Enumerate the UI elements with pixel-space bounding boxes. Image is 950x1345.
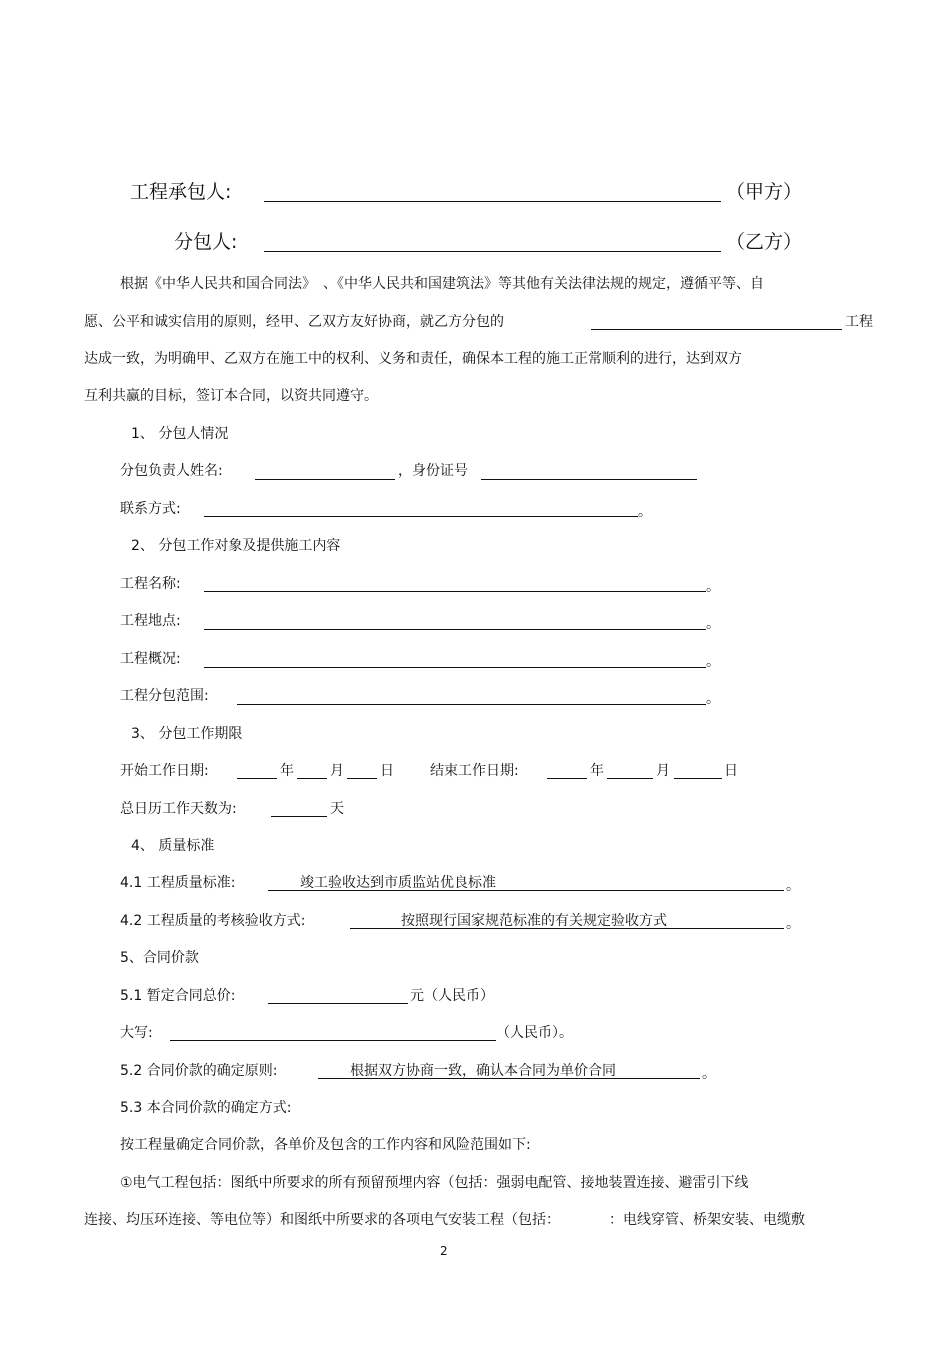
responsible-name-field[interactable]: [255, 479, 395, 480]
end-date-label: 结束工作日期:: [430, 763, 519, 779]
capital-amount-unit: （人民币）。: [496, 1025, 573, 1041]
pricing-principle-end: 。: [702, 1066, 716, 1082]
contractor-label: 工程承包人:: [130, 181, 232, 203]
start-month-field[interactable]: [297, 778, 327, 779]
project-location-field[interactable]: [204, 629, 706, 630]
contact-label: 联系方式:: [120, 501, 181, 517]
quality-check-value[interactable]: 按照现行国家规范标准的有关规定验收方式: [401, 913, 667, 929]
project-name-field[interactable]: [204, 591, 706, 592]
project-overview-field[interactable]: [204, 667, 706, 668]
party-a-label: （甲方）: [726, 181, 803, 203]
party-a-field[interactable]: [264, 201, 721, 202]
page-number: 2: [440, 1244, 448, 1258]
end-year-field[interactable]: [547, 778, 587, 779]
end-day-field[interactable]: [674, 778, 722, 779]
pricing-principle-label: 5.2 合同价款的确定原则:: [120, 1063, 278, 1079]
project-location-label: 工程地点:: [120, 613, 181, 629]
subcontractor-label: 分包人:: [174, 231, 238, 253]
capital-amount-field[interactable]: [170, 1040, 496, 1041]
section-5-title: 5、合同价款: [120, 950, 199, 966]
quality-check-end: 。: [786, 916, 800, 932]
project-field-inline[interactable]: [591, 329, 842, 330]
party-b-field[interactable]: [264, 251, 721, 252]
quality-standard-label: 4.1 工程质量标准:: [120, 875, 236, 891]
start-year-field[interactable]: [237, 778, 277, 779]
quality-standard-value[interactable]: 竣工验收达到市质监站优良标准: [300, 875, 496, 891]
preamble-line-3: 达成一致，为明确甲、乙双方在施工中的权利、义务和责任，确保本工程的施工正常顺利的进行，达到双方: [84, 351, 742, 367]
section-3-title: 3、 分包工作期限: [131, 726, 243, 742]
electrical-scope-line-1: ①电气工程包括：图纸中所要求的所有预留预埋内容（包括：强弱电配管、接地装置连接、避雷引下线: [120, 1175, 749, 1191]
start-year-unit: 年: [280, 763, 294, 779]
contact-end: 。: [638, 504, 652, 520]
pricing-principle-value[interactable]: 根据双方协商一致，确认本合同为单价合同: [350, 1063, 616, 1079]
project-name-label: 工程名称:: [120, 576, 181, 592]
project-overview-label: 工程概况:: [120, 651, 181, 667]
preamble-line-2: 愿、公平和诚实信用的原则，经甲、乙双方友好协商，就乙方分包的: [84, 314, 504, 330]
end-day-unit: 日: [724, 763, 738, 779]
section-1-title: 1、 分包人情况: [131, 426, 229, 442]
preamble-line-2-end: 工程: [845, 314, 873, 330]
party-b-label: （乙方）: [726, 231, 803, 253]
project-name-end: 。: [706, 579, 720, 595]
total-days-unit: 天: [330, 801, 344, 817]
capital-amount-label: 大写:: [120, 1025, 153, 1041]
preamble-line-4: 互利共赢的目标，签订本合同，以资共同遵守。: [84, 388, 378, 404]
quality-standard-end: 。: [786, 878, 800, 894]
pricing-method-text: 按工程量确定合同价款，各单价及包含的工作内容和风险范围如下:: [120, 1137, 531, 1153]
end-month-unit: 月: [656, 763, 670, 779]
end-year-unit: 年: [590, 763, 604, 779]
preamble-line-1: 根据《中华人民共和国合同法》 、《中华人民共和国建筑法》等其他有关法律法规的规定，遵循平等、自: [120, 276, 764, 292]
responsible-name-label: 分包负责人姓名:: [120, 463, 223, 479]
start-day-unit: 日: [380, 763, 394, 779]
section-2-title: 2、 分包工作对象及提供施工内容: [131, 538, 341, 554]
electrical-scope-line-2: 连接、均压环连接、等电位等）和图纸中所要求的各项电气安装工程（包括： ：电线穿管、桥架安装、电缆敷: [84, 1212, 805, 1228]
project-scope-end: 。: [706, 691, 720, 707]
total-days-label: 总日历工作天数为:: [120, 801, 237, 817]
id-number-field[interactable]: [481, 479, 697, 480]
section-4-title: 4、 质量标准: [131, 838, 215, 854]
project-location-end: 。: [706, 616, 720, 632]
quality-check-label: 4.2 工程质量的考核验收方式:: [120, 913, 306, 929]
project-scope-label: 工程分包范围:: [120, 688, 209, 704]
total-price-field[interactable]: [268, 1003, 408, 1004]
end-month-field[interactable]: [607, 778, 653, 779]
pricing-method-label: 5.3 本合同价款的确定方式:: [120, 1100, 292, 1116]
project-scope-field[interactable]: [237, 704, 706, 705]
project-overview-end: 。: [706, 654, 720, 670]
start-month-unit: 月: [330, 763, 344, 779]
start-date-label: 开始工作日期:: [120, 763, 209, 779]
start-day-field[interactable]: [347, 778, 377, 779]
total-price-label: 5.1 暂定合同总价:: [120, 988, 236, 1004]
total-price-unit: 元（人民币）: [410, 988, 494, 1004]
contact-field[interactable]: [204, 516, 638, 517]
id-number-label: ，身份证号: [398, 463, 468, 479]
total-days-field[interactable]: [271, 816, 327, 817]
